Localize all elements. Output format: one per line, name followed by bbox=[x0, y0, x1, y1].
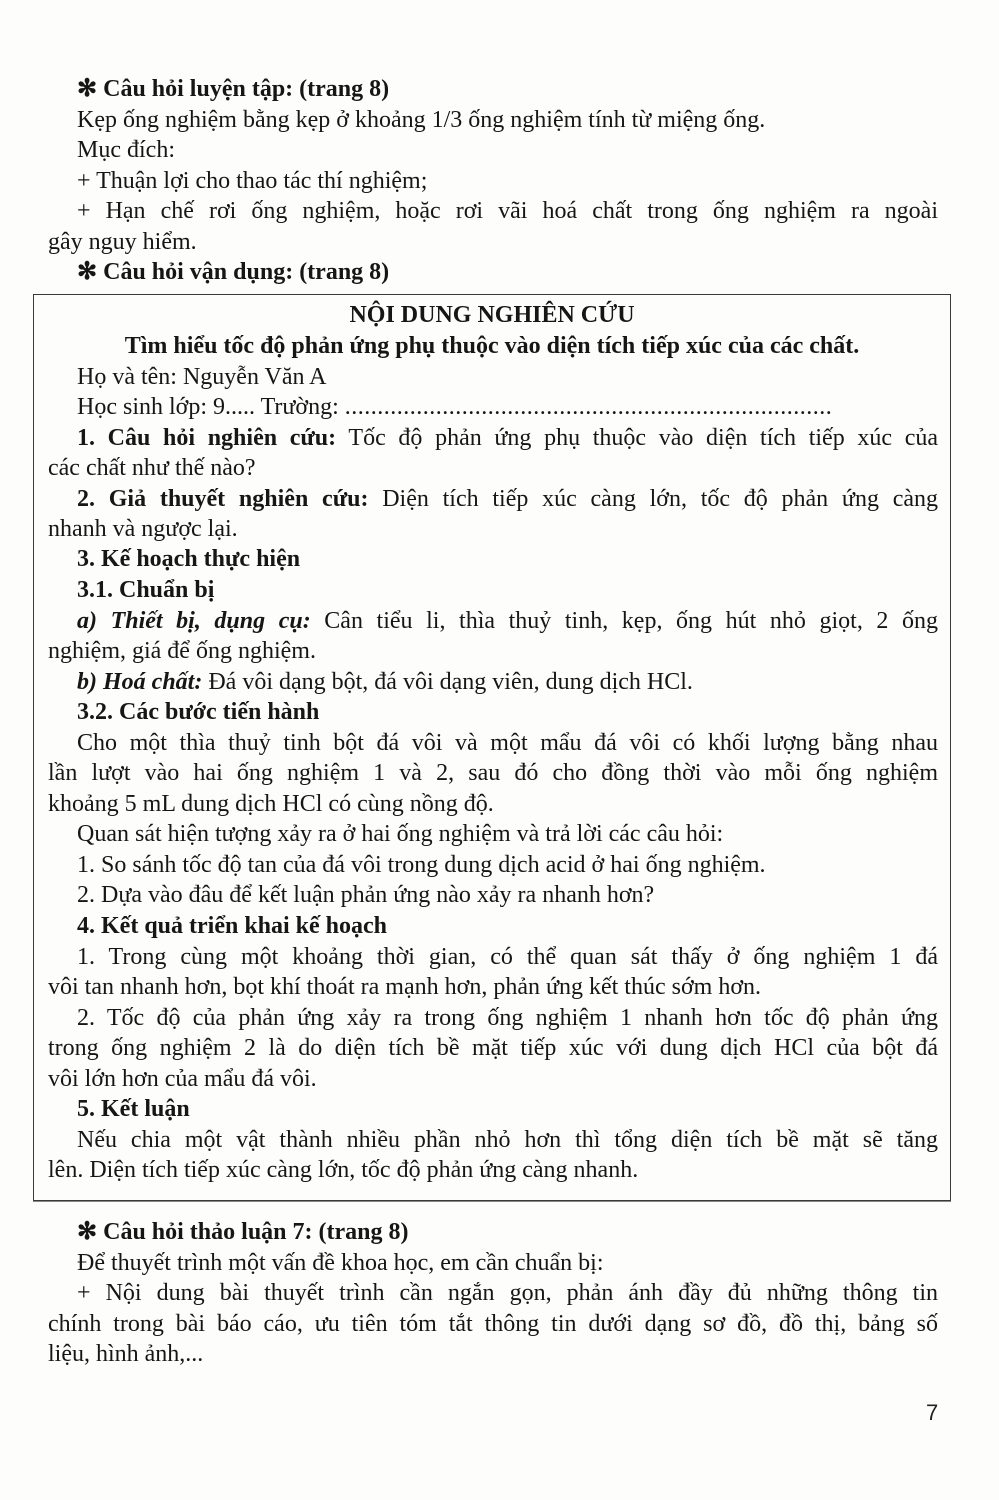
section-heading-preparation: 3.1. Chuẩn bị bbox=[77, 577, 215, 603]
conclusion-line: Nếu chia một vật thành nhiều phần nhỏ hơn thì tổng diện tích bề mặt sẽ tăng bbox=[77, 1127, 938, 1153]
section-heading-steps: 3.2. Các bước tiến hành bbox=[77, 699, 320, 725]
paragraph-line: Kẹp ống nghiệm bằng kẹp ở khoảng 1/3 ống nghiệm tính từ miệng ống. bbox=[77, 107, 766, 133]
steps-line: Cho một thìa thuỷ tinh bột đá vôi và một mẩu đá vôi có khối lượng bằng nhau bbox=[77, 730, 938, 756]
equipment-line: a) Thiết bị, dụng cụ: Cân tiểu li, thìa thuỷ tinh, kẹp, ống hút nhỏ giọt, 2 ống bbox=[77, 608, 938, 634]
conclusion-line: lên. Diện tích tiếp xúc càng lớn, tốc độ phản ứng càng nhanh. bbox=[48, 1157, 639, 1183]
box-title: NỘI DUNG NGHIÊN CỨU bbox=[349, 302, 635, 328]
practice-question-heading: ✻ Câu hỏi luyện tập: (trang 8) bbox=[77, 76, 390, 102]
section-heading-results: 4. Kết quả triển khai kế hoạch bbox=[77, 913, 388, 939]
fill-in-dots: ........................................................................... bbox=[344, 394, 833, 420]
result-line: trong ống nghiệm 2 là do diện tích bề mặt tiếp xúc với dung dịch HCl của bột đá bbox=[48, 1035, 938, 1061]
paragraph-line: Mục đích: bbox=[77, 137, 175, 163]
paragraph-line: + Nội dung bài thuyết trình cần ngắn gọn, phản ánh đầy đủ những thông tin bbox=[77, 1280, 938, 1306]
paragraph-line: + Thuận lợi cho thao tác thí nghiệm; bbox=[77, 168, 428, 194]
asterisk-icon: ✻ bbox=[77, 259, 98, 285]
observe-line: Quan sát hiện tượng xảy ra ở hai ống nghiệm và trả lời các câu hỏi: bbox=[77, 821, 724, 847]
steps-line: khoảng 5 mL dung dịch HCl có cùng nồng độ. bbox=[48, 791, 494, 817]
chemicals-line: b) Hoá chất: Đá vôi dạng bột, đá vôi dạng viên, dung dịch HCl. bbox=[77, 669, 693, 695]
result-line: vôi lớn hơn của mẩu đá vôi. bbox=[48, 1066, 317, 1092]
discussion-question-heading: ✻ Câu hỏi thảo luận 7: (trang 8) bbox=[77, 1219, 409, 1245]
paragraph-line: liệu, hình ảnh,... bbox=[48, 1341, 204, 1367]
section-heading-conclusion: 5. Kết luận bbox=[77, 1096, 190, 1122]
page-number: 7 bbox=[926, 1400, 939, 1425]
research-question-line: 1. Câu hỏi nghiên cứu: Tốc độ phản ứng phụ thuộc vào diện tích tiếp xúc của bbox=[77, 425, 939, 451]
box-subtitle: Tìm hiểu tốc độ phản ứng phụ thuộc vào diện tích tiếp xúc của các chất. bbox=[124, 333, 860, 359]
paragraph-line: Để thuyết trình một vấn đề khoa học, em cần chuẩn bị: bbox=[77, 1250, 604, 1276]
student-name-line: Họ và tên: Nguyễn Văn A bbox=[77, 364, 327, 390]
research-question-line: các chất như thế nào? bbox=[48, 455, 256, 481]
asterisk-icon: ✻ bbox=[77, 76, 98, 102]
paragraph-line: chính trong bài báo cáo, ưu tiên tóm tắt thông tin dưới dạng sơ đồ, đồ thị, bảng số bbox=[48, 1311, 938, 1337]
hypothesis-line: 2. Giả thuyết nghiên cứu: Diện tích tiếp xúc càng lớn, tốc độ phản ứng càng bbox=[77, 486, 939, 512]
asterisk-icon: ✻ bbox=[77, 1219, 98, 1245]
result-line: 2. Tốc độ của phản ứng xảy ra trong ống nghiệm 1 nhanh hơn tốc độ phản ứng bbox=[77, 1005, 938, 1031]
result-line: 1. Trong cùng một khoảng thời gian, có thể quan sát thấy ở ống nghiệm 1 đá bbox=[77, 944, 938, 970]
result-line: vôi tan nhanh hơn, bọt khí thoát ra mạnh hơn, phản ứng kết thúc sớm hơn. bbox=[48, 974, 762, 1000]
paragraph-line: + Hạn chế rơi ống nghiệm, hoặc rơi vãi hoá chất trong ống nghiệm ra ngoài bbox=[77, 198, 938, 224]
paragraph-line: gây nguy hiểm. bbox=[48, 229, 197, 255]
hypothesis-line: nhanh và ngược lại. bbox=[48, 516, 238, 542]
steps-line: lần lượt vào hai ống nghiệm 1 và 2, sau đó cho đồng thời vào mỗi ống nghiệm bbox=[48, 760, 938, 786]
student-class-line: Học sinh lớp: 9..... Trường: ........................................................................... bbox=[77, 394, 833, 420]
observe-question-1: 1. So sánh tốc độ tan của đá vôi trong dung dịch acid ở hai ống nghiệm. bbox=[77, 852, 766, 878]
section-heading-plan: 3. Kế hoạch thực hiện bbox=[77, 546, 301, 572]
observe-question-2: 2. Dựa vào đâu để kết luận phản ứng nào xảy ra nhanh hơn? bbox=[77, 882, 655, 908]
equipment-line: nghiệm, giá để ống nghiệm. bbox=[48, 638, 316, 664]
application-question-heading: ✻ Câu hỏi vận dụng: (trang 8) bbox=[77, 259, 390, 285]
